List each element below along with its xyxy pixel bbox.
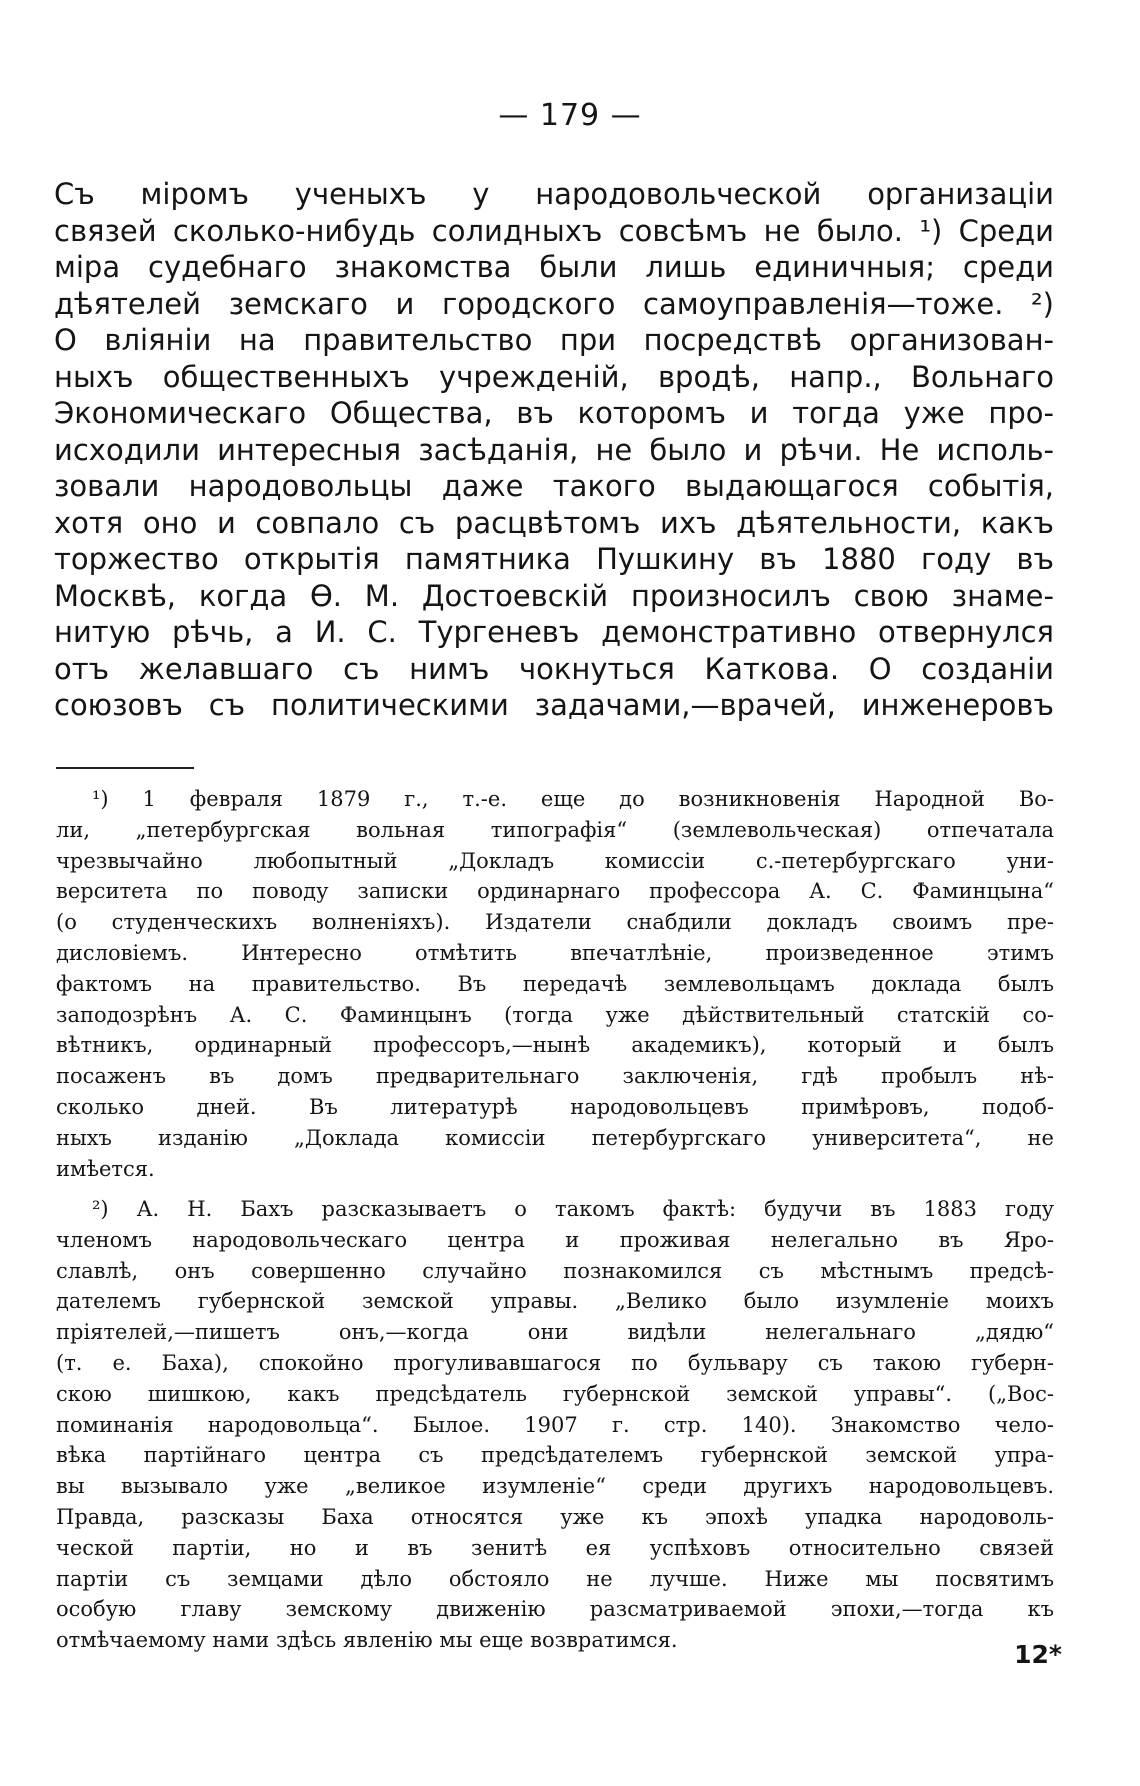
footnote-line: поминанія народовольца“. Былое. 1907 г. стр. 140). Знакомство чело- — [56, 1412, 1054, 1437]
text-line: связей сколько-нибудь солидныхъ совсѣмъ не было. ¹) Среди — [54, 213, 1054, 248]
text-line: Съ міромъ ученыхъ у народовольческой организаціи — [54, 177, 1054, 211]
footnote-line: вы вызывало уже „великое изумленіе“ среди другихъ народовольцевъ. — [56, 1474, 1054, 1499]
text-line: отъ желавшаго съ нимъ чокнуться Каткова. О созданіи — [54, 651, 1054, 686]
footnote-line: пріятелей,—пишетъ онъ,—когда они видѣли нелегальнаго „дядю“ — [56, 1320, 1054, 1345]
text-line: хотя оно и совпало съ расцвѣтомъ ихъ дѣятельности, какъ — [54, 505, 1054, 540]
footnote-line: ческой партіи, но и въ зенитѣ ея успѣховъ относительно связей — [56, 1535, 1054, 1560]
signature-mark: 12* — [1014, 1640, 1062, 1669]
text-line: торжество открытія памятника Пушкину въ 1880 году въ — [54, 542, 1054, 576]
text-line: зовали народовольцы даже такого выдающагося событія, — [54, 469, 1054, 503]
footnote-line: ¹) 1 февраля 1879 г., т.-е. еще до возникновенія Народной Во- — [92, 787, 1054, 811]
footnote-2 — [56, 1194, 1054, 1656]
footnote-1 — [56, 784, 1054, 1184]
footnote-line: фактомъ на правительство. Въ передачѣ землевольцамъ доклада былъ — [56, 971, 1054, 996]
text-line: ныхъ общественныхъ учрежденій, вродѣ, напр., Вольнаго — [54, 359, 1054, 394]
footnote-separator — [56, 767, 194, 769]
footnote-line: особую главу земскому движенію разсматриваемой эпохи,—тогда къ — [56, 1597, 1054, 1622]
footnote-line: дисловіемъ. Интересно отмѣтить впечатлѣніе, произведенное этимъ — [56, 940, 1054, 965]
text-line: дѣятелей земскаго и городского самоуправленія—тоже. ²) — [54, 286, 1054, 321]
footnote-line: заподозрѣнъ А. С. Фаминцынъ (тогда уже дѣйствительный статскій со- — [56, 1002, 1054, 1027]
text-line: исходили интересныя засѣданія, не было и рѣчи. Не исполь- — [54, 432, 1054, 467]
footnote-line: посаженъ въ домъ предварительнаго заключенія, гдѣ пробылъ нѣ- — [56, 1064, 1054, 1089]
footnote-line: дателемъ губернской земской управы. „Велико было изумленіе моихъ — [56, 1289, 1054, 1314]
footnote-line: ²) А. Н. Бахъ разсказываетъ о такомъ фактѣ: будучи въ 1883 году — [92, 1197, 1054, 1221]
footnote-line: Правда, разсказы Баха относятся уже къ эпохѣ упадка народоволь- — [56, 1504, 1054, 1529]
footnote-line: (т. е. Баха), спокойно прогуливавшагося по бульвару съ такою губерн- — [56, 1350, 1054, 1375]
footnote-line: скою шишкою, какъ предсѣдатель губернской земской управы“. („Вос- — [56, 1381, 1054, 1406]
footnote-line: вѣтникъ, ординарный профессоръ,—нынѣ академикъ), который и былъ — [56, 1033, 1054, 1058]
footnote-line: (о студенческихъ волненіяхъ). Издатели снабдили докладъ своимъ пре- — [56, 910, 1054, 935]
footnote-line: вѣка партійнаго центра съ предсѣдателемъ губернской земской упра- — [56, 1443, 1054, 1468]
text-line: Москвѣ, когда Ѳ. М. Достоевскій произносилъ свою знаме- — [54, 578, 1054, 613]
main-text — [54, 176, 1054, 724]
footnote-line: сколько дней. Въ литературѣ народовольцевъ примѣровъ, подоб- — [56, 1094, 1054, 1119]
footnote-line: ли, „петербургская вольная типографія“ (землевольческая) отпечатала — [56, 817, 1054, 842]
text-line: нитую рѣчь, а И. С. Тургеневъ демонстративно отвернулся — [54, 615, 1054, 649]
footnote-line: партіи съ земцами дѣло обстояло не лучше. Ниже мы посвятимъ — [56, 1566, 1054, 1591]
text-line: міра судебнаго знакомства были лишь единичныя; среди — [54, 250, 1054, 284]
page-number: — 179 — — [498, 98, 642, 133]
footnote-line: чрезвычайно любопытный „Докладъ комиссіи с.-петербургскаго уни- — [56, 848, 1054, 873]
footnote-line: отмѣчаемому нами здѣсь явленію мы еще возвратимся. — [56, 1628, 678, 1653]
footnote-line: верситета по поводу записки ординарнаго профессора А. С. Фаминцына“ — [56, 879, 1054, 904]
footnote-line: имѣется. — [56, 1156, 155, 1181]
footnote-line: членомъ народовольческаго центра и проживая нелегально въ Яро- — [56, 1227, 1054, 1252]
text-line: союзовъ съ политическими задачами,—врачей, инженеровъ — [54, 688, 1054, 722]
footnote-line: ныхъ изданію „Доклада комиссіи петербургскаго университета“, не — [56, 1125, 1054, 1150]
text-line: Экономическаго Общества, въ которомъ и тогда уже про- — [54, 396, 1054, 430]
text-line: О вліяніи на правительство при посредствѣ организован- — [54, 323, 1054, 357]
footnote-line: славлѣ, онъ совершенно случайно познакомился съ мѣстнымъ предсѣ- — [56, 1258, 1054, 1283]
